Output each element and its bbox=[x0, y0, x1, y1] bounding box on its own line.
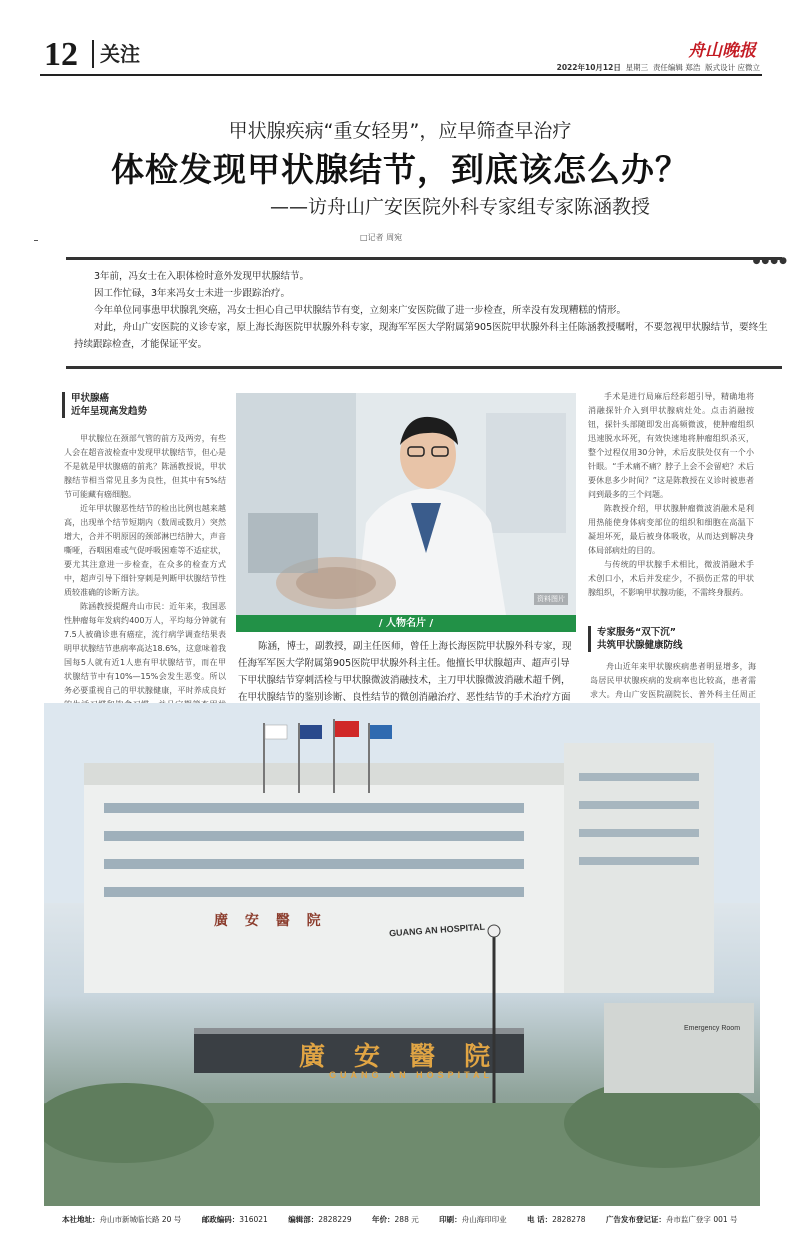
issue-date: 2022年10月12日 bbox=[556, 63, 621, 72]
lead-box bbox=[66, 256, 788, 369]
header-divider bbox=[92, 40, 94, 68]
photo-credit: 资料图片 bbox=[534, 593, 568, 605]
page-number: 12 bbox=[44, 36, 78, 73]
footer-label: 本社地址： bbox=[62, 1215, 100, 1224]
article-pre-title: 甲状腺疾病“重女轻男”，应早筛查早治疗 bbox=[228, 120, 572, 142]
section-heading-line: 甲状腺癌 bbox=[71, 393, 110, 404]
section-name: 关注 bbox=[100, 42, 140, 66]
footer-label: 年价： bbox=[372, 1215, 395, 1224]
profile-text: 陈涵，博士，副教授，副主任医师，曾任上海长海医院甲状腺外科专家，现任海军军医大学附属第905医院甲状腺外科主任。他擅长甲状腺超声、超声引导下甲状腺结节穿刺活检与甲状腺微波消融技术，主刀甲状腺微波消融术超千例，在甲状腺结节的鉴别诊断、良性结节的微创消融治疗、恶性结节的手术治疗方面 bbox=[238, 641, 572, 703]
profile-label: / 人物名片 / bbox=[236, 615, 576, 632]
footer-value: 316021 bbox=[239, 1215, 268, 1224]
margin-mark bbox=[34, 240, 38, 241]
lead-dots: ●●●● bbox=[752, 256, 788, 266]
reporter-byline: □记者 周宛 bbox=[360, 233, 403, 242]
paragraph: 陈涵教授提醒舟山市民：近年来，我国恶性肿瘤每年发病约400万人，平均每分钟就有7.5人被确诊患有癌症，流行病学调查结果表明甲状腺结节患病率高达18.6%，这意味着我国每5人就有近1人患有甲状腺结节，而在甲状腺结节中有10%—15%会发生恶变。所以务必要重视自己的甲状腺健康，平时养成良好 bbox=[64, 602, 226, 695]
footer-label: 印刷： bbox=[439, 1215, 462, 1224]
doctor-photo-illustration bbox=[236, 393, 576, 615]
section-body-continued bbox=[588, 390, 754, 610]
issue-designer: 版式设计 应微立 bbox=[705, 63, 760, 72]
paragraph: 舟山近年来甲状腺疾病患者明显增多，海岛居民甲状腺疾病的发病率也比较高，患者需求大。舟山广安医院副院长、普外科主任周正 bbox=[590, 662, 756, 699]
section-body bbox=[64, 432, 226, 726]
footer-value: 288 元 bbox=[394, 1215, 419, 1224]
hospital-sign-bottom-en: GUANG AN HOSPITAL bbox=[329, 1070, 493, 1080]
footer-address bbox=[62, 1215, 190, 1224]
footer-value: 舟市监广登字 001 号 bbox=[665, 1215, 738, 1224]
hospital-sign-top-en: GUANG AN HOSPITAL bbox=[388, 921, 486, 939]
footer-edit bbox=[288, 1215, 360, 1224]
footer-label: 广告发布登记证： bbox=[605, 1215, 666, 1224]
issue-weekday: 星期三 bbox=[625, 63, 649, 72]
section-heading-line: 共筑甲状腺健康防线 bbox=[597, 640, 683, 651]
paragraph: 手术是进行局麻后经彩超引导，精确地将消融探针介入到甲状腺病灶处。点击消融按钮，探针头部随即发出高频微波，使肿瘤组织迅速脱水坏死，有效快速地将肿瘤组织杀灭，整个过程仅用30分钟，术后皮肤处仅有一个小针眼。“手术痛不痛？脖子上会不会留疤？术后要休息多少时间？”这是陈教授在义诊时被患者问到最多的三个问题。 bbox=[588, 392, 754, 499]
footer-ad-license bbox=[606, 1215, 747, 1224]
lead-paragraph: 今年单位同事患甲状腺乳突癌，冯女士担心自己甲状腺结节有变，立刻来广安医院做了进一步检查，所幸没有发现糟糕的情形。 bbox=[94, 305, 627, 316]
issue-meta bbox=[470, 62, 760, 73]
lead-paragraph: 因工作忙碌，3年来冯女士未进一步跟踪治疗。 bbox=[94, 288, 291, 299]
footer-label: 编辑部： bbox=[288, 1215, 319, 1224]
section-heading-line: 专家服务“双下沉” bbox=[597, 627, 676, 638]
hospital-sign-top: 廣 安 醫 院 bbox=[214, 913, 327, 929]
emergency-sign: Emergency Room bbox=[684, 1025, 741, 1032]
footer-label: 邮政编码： bbox=[201, 1215, 240, 1224]
footer-printer bbox=[439, 1215, 516, 1224]
paragraph: 陈教授介绍，甲状腺肿瘤微波消融术是利用热能使身体病变部位的组织和细胞在高温下凝坦坏死，最后被身体吸收，从而达到解决身体局部病灶的目的。 bbox=[588, 504, 754, 555]
footer-price bbox=[372, 1215, 428, 1224]
hospital-sign-bottom: 廣 安 醫 院 bbox=[299, 1042, 501, 1072]
lead-text bbox=[74, 268, 774, 353]
footer-label: 电 话： bbox=[527, 1215, 553, 1224]
section-heading-line: 近年呈现高发趋势 bbox=[71, 406, 148, 417]
hospital-photo bbox=[44, 703, 760, 1206]
issue-editor: 责任编辑 郑浩 bbox=[652, 63, 701, 72]
article-title: 体检发现甲状腺结节，到底该怎么办？ bbox=[111, 150, 689, 189]
section-heading-expert-service bbox=[588, 626, 754, 652]
footer-postcode bbox=[202, 1215, 277, 1224]
article-subtitle: ——访舟山广安医院外科专家组专家陈涵教授 bbox=[269, 196, 650, 218]
footer-value: 2828229 bbox=[318, 1215, 352, 1224]
hospital-illustration bbox=[44, 703, 760, 1206]
paragraph: 与传统的甲状腺手术相比，微波消融术手术创口小，术后并发症少，不损伤正常的甲状腺组织，不影响甲状腺功能，不需终身服药。 bbox=[588, 560, 754, 597]
paragraph: 近年甲状腺恶性结节的检出比例也越来越高，出现单个结节短期内（数周或数月）突然增大，合并不明原因的颈部淋巴结肿大，声音嘶哑，吞咽困难或气促呼吸困难等不适症状，要尤其注意进一步检查，在众多的检查方式中，超声引导下细针穿刺是判断甲状腺结节性质较准确的诊断方法。 bbox=[64, 504, 226, 597]
newspaper-logo: 舟山晚报 bbox=[688, 41, 756, 61]
footer bbox=[62, 1214, 782, 1225]
lead-paragraph: 3年前，冯女士在入职体检时意外发现甲状腺结节。 bbox=[94, 271, 310, 282]
footer-value: 舟山海印印业 bbox=[461, 1215, 507, 1224]
footer-value: 2828278 bbox=[552, 1215, 586, 1224]
doctor-photo bbox=[236, 393, 576, 615]
header-rule bbox=[40, 74, 762, 76]
footer-phone bbox=[527, 1215, 595, 1224]
section-heading-thyroid-cancer bbox=[62, 392, 227, 418]
paragraph: 甲状腺位在颈部气管的前方及两旁，有些人会在超音波检查中发现甲状腺结节，但心是不是就是甲状腺癌的前兆？陈涵教授说，甲状腺结节相当常见且多为良性，但其中有5%结节可能藏有癌细胞。 bbox=[64, 434, 226, 499]
footer-value: 舟山市新城临长路 20 号 bbox=[99, 1215, 182, 1224]
lead-paragraph: 对此，舟山广安医院的义诊专家，原上海长海医院甲状腺外科专家，现海军军医大学附属第905医院甲状腺外科主任陈涵教授嘱咐，不要忽视甲状腺结节，要终生持续跟踪检查，才能保证平安。 bbox=[74, 322, 768, 350]
